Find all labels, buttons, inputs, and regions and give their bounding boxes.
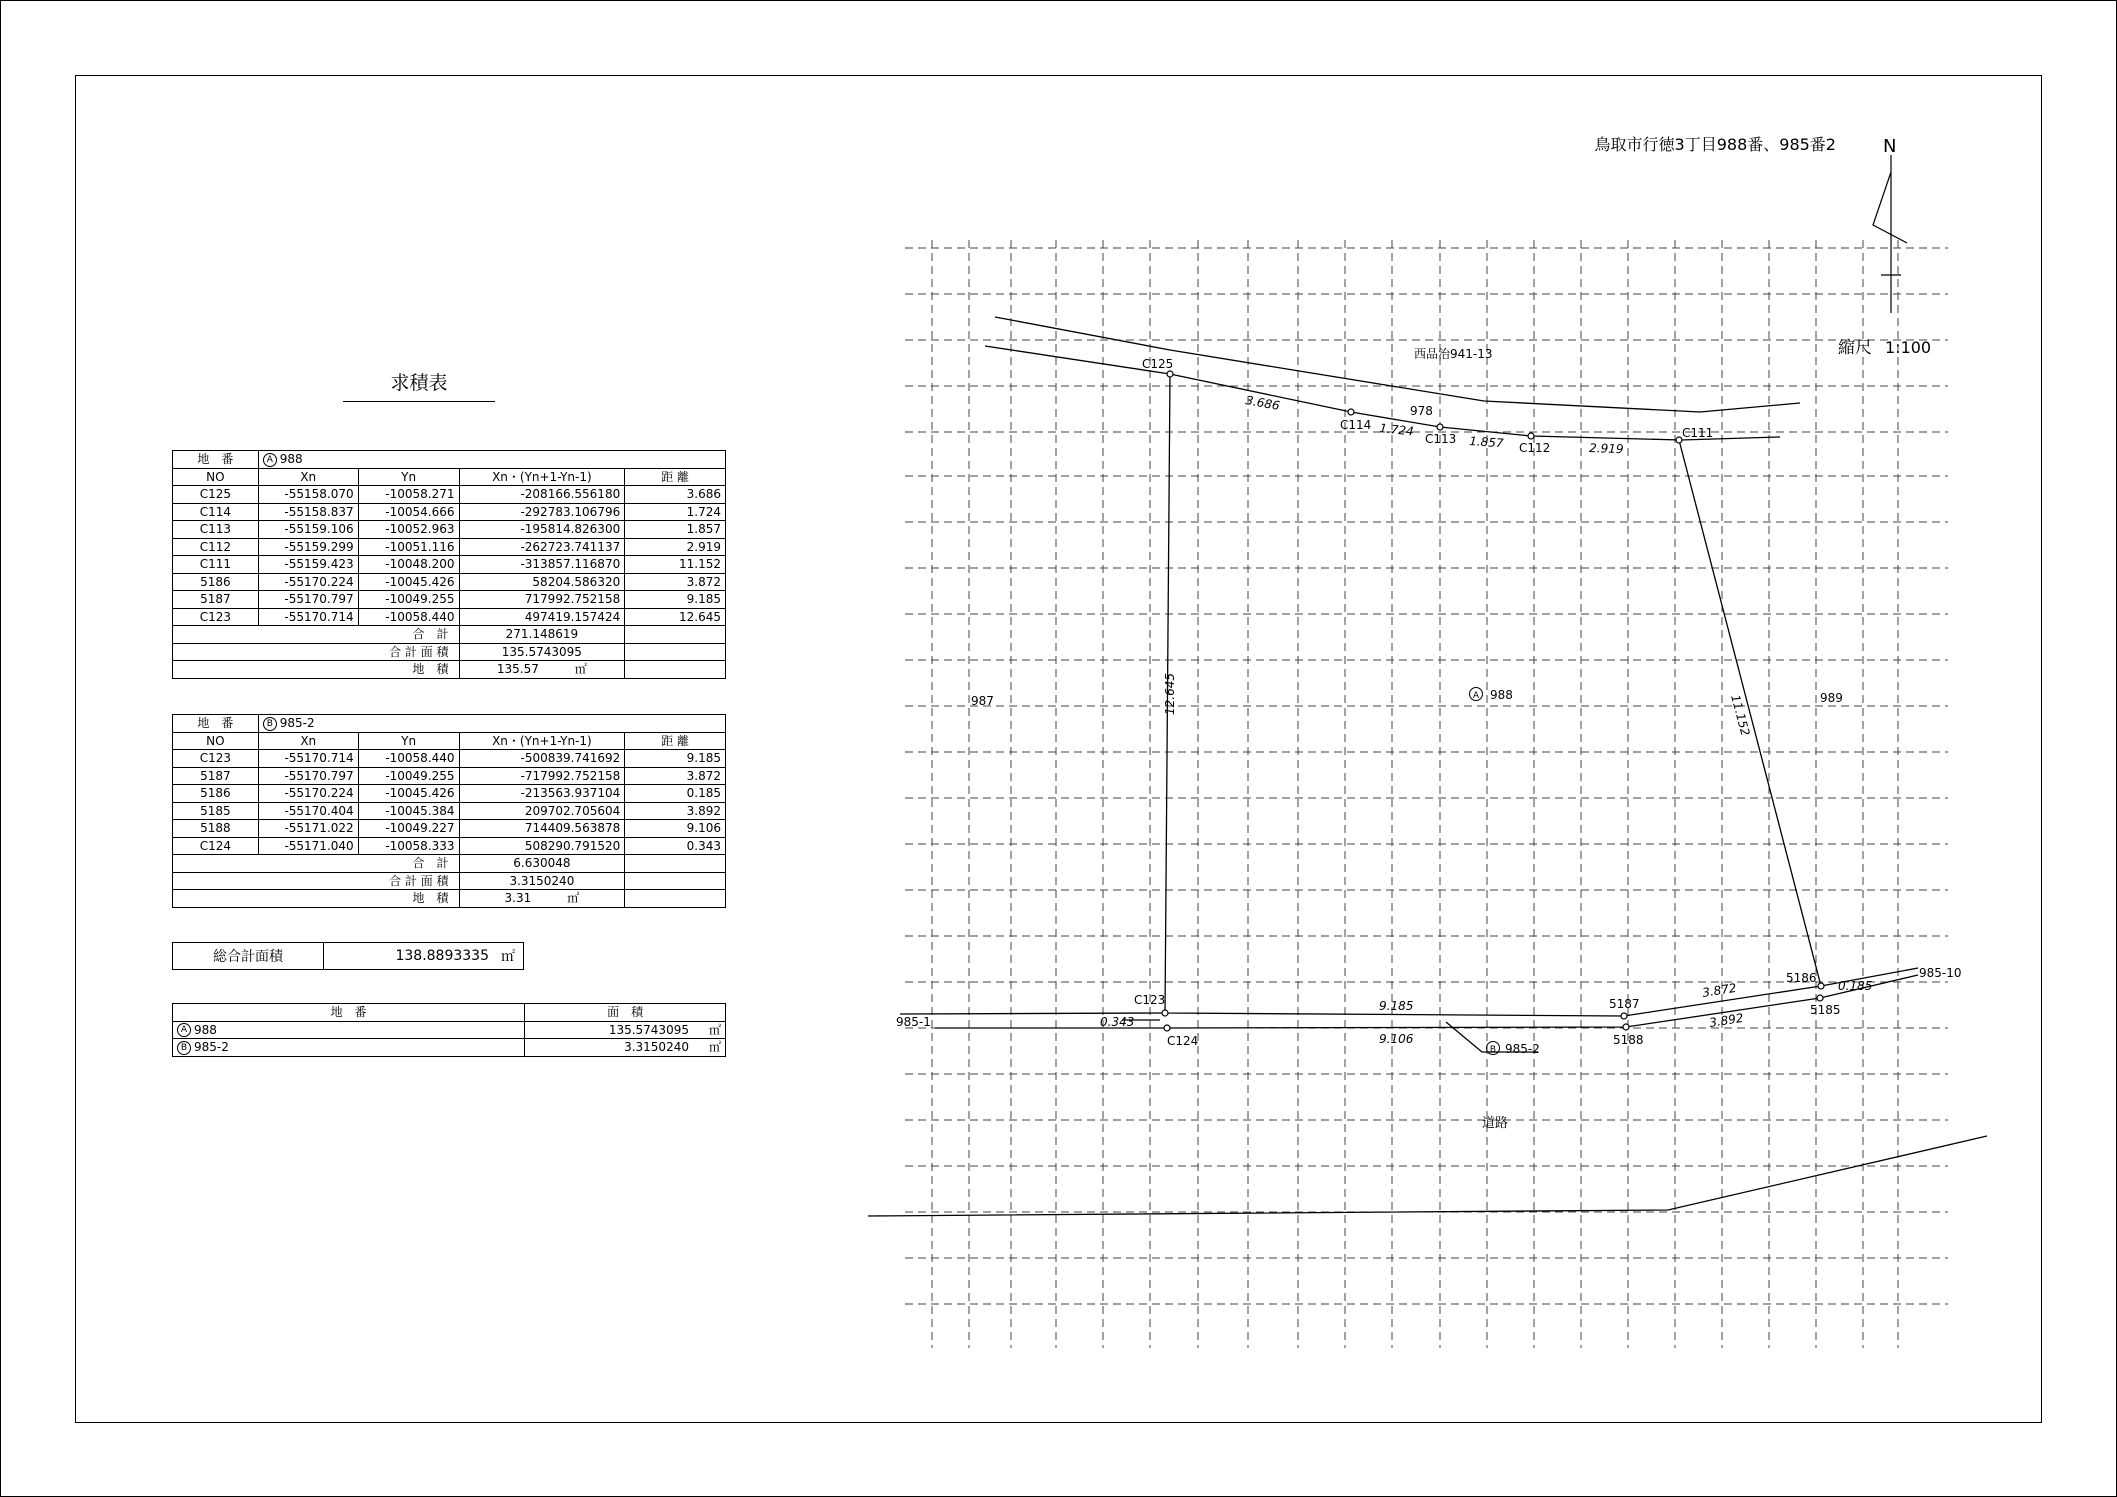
product-cell: 714409.563878 xyxy=(459,820,625,838)
parcel-no: 985-2 xyxy=(279,716,315,731)
area-unit: ㎡ xyxy=(708,1040,721,1055)
xn-cell: -55170.714 xyxy=(258,750,358,768)
point-marker-c125 xyxy=(1167,371,1173,377)
column-header: Xn・(Yn+1-Yn-1) xyxy=(459,468,625,486)
distance-cell: 1.724 xyxy=(625,503,726,521)
xn-cell: -55158.837 xyxy=(258,503,358,521)
distance-cell: 9.106 xyxy=(625,820,726,838)
distance-label: 9.185 xyxy=(1379,999,1414,1013)
yn-cell: -10049.255 xyxy=(358,591,459,609)
land-area-label: 地 積 xyxy=(173,661,460,679)
distance-cell: 9.185 xyxy=(625,591,726,609)
point-marker-5186 xyxy=(1818,983,1824,989)
distance-cell: 3.872 xyxy=(625,573,726,591)
distance-label: 0.343 xyxy=(1100,1015,1135,1029)
point-marker-5185 xyxy=(1817,995,1823,1001)
label-985-2-mark: B xyxy=(1489,1045,1497,1055)
label-989: 989 xyxy=(1820,691,1843,705)
xn-cell: -55159.423 xyxy=(258,556,358,574)
yn-cell: -10058.440 xyxy=(358,608,459,626)
column-header: Yn xyxy=(358,468,459,486)
point-marker-c113 xyxy=(1437,424,1443,430)
xn-cell: -55170.404 xyxy=(258,802,358,820)
scale-label: 縮尺 xyxy=(1838,338,1872,358)
distance-label: 1.857 xyxy=(1468,434,1505,451)
product-cell: -717992.752158 xyxy=(459,767,625,785)
xn-cell: -55159.106 xyxy=(258,521,358,539)
boundary-lines xyxy=(868,317,1987,1216)
point-no: C112 xyxy=(173,538,259,556)
area-unit: ㎡ xyxy=(567,891,580,906)
yn-cell: -10058.271 xyxy=(358,486,459,504)
column-header: Xn・(Yn+1-Yn-1) xyxy=(459,732,625,750)
point-label-c111: C111 xyxy=(1682,426,1714,440)
label-985-1: 985-1 xyxy=(896,1015,931,1029)
product-cell: -208166.556180 xyxy=(459,486,625,504)
column-header: 面 積 xyxy=(525,1004,726,1022)
xn-cell: -55158.070 xyxy=(258,486,358,504)
point-no: 5187 xyxy=(173,591,259,609)
column-header: Xn xyxy=(258,732,358,750)
yn-cell: -10049.227 xyxy=(358,820,459,838)
point-label-c125: C125 xyxy=(1142,357,1174,371)
label-nishi: 西品治941-13 xyxy=(1414,347,1493,361)
point-no: C113 xyxy=(173,521,259,539)
product-cell: -500839.741692 xyxy=(459,750,625,768)
point-label-c114: C114 xyxy=(1340,418,1372,432)
summary-area: 135.5743095 xyxy=(608,1022,689,1037)
area-unit: ㎡ xyxy=(708,1022,721,1037)
label-987: 987 xyxy=(971,694,994,708)
point-marker-c123 xyxy=(1162,1010,1168,1016)
yn-cell: -10054.666 xyxy=(358,503,459,521)
product-cell: -262723.741137 xyxy=(459,538,625,556)
point-marker-c114 xyxy=(1348,409,1354,415)
total-area-value: 135.5743095 xyxy=(459,643,625,661)
point-no: 5187 xyxy=(173,767,259,785)
sum-label: 合 計 xyxy=(173,855,460,873)
point-marker-c124 xyxy=(1164,1025,1170,1031)
grand-total-label: 総合計面積 xyxy=(173,943,324,969)
summary-area: 3.3150240 xyxy=(624,1040,689,1055)
product-cell: -213563.937104 xyxy=(459,785,625,803)
point-marker-5187 xyxy=(1621,1013,1627,1019)
distance-label: 3.872 xyxy=(1701,980,1738,1000)
column-header: Xn xyxy=(258,468,358,486)
yn-cell: -10048.200 xyxy=(358,556,459,574)
yn-cell: -10058.333 xyxy=(358,837,459,855)
point-no: C123 xyxy=(173,750,259,768)
product-cell: 497419.157424 xyxy=(459,608,625,626)
xn-cell: -55170.797 xyxy=(258,591,358,609)
point-label-c124: C124 xyxy=(1167,1034,1199,1048)
distance-cell: 12.645 xyxy=(625,608,726,626)
location-title: 鳥取市行徳3丁目988番、985番2 xyxy=(1594,135,1836,154)
yn-cell: -10045.426 xyxy=(358,785,459,803)
distance-cell: 3.892 xyxy=(625,802,726,820)
column-header: NO xyxy=(173,732,259,750)
xn-cell: -55159.299 xyxy=(258,538,358,556)
parcel-label: 地 番 xyxy=(173,715,259,733)
product-cell: 508290.791520 xyxy=(459,837,625,855)
column-header: 距 離 xyxy=(625,468,726,486)
north-arrow-icon xyxy=(1873,155,1907,313)
summary-parcel: 988 xyxy=(194,1022,217,1037)
xn-cell: -55171.022 xyxy=(258,820,358,838)
xn-cell: -55170.224 xyxy=(258,573,358,591)
distance-label: 9.106 xyxy=(1379,1032,1414,1046)
upper-boundary-line xyxy=(995,317,1800,412)
point-label-c123: C123 xyxy=(1134,993,1166,1007)
land-area-label: 地 積 xyxy=(173,890,460,908)
point-no: 5186 xyxy=(173,573,259,591)
scale-value: 1:100 xyxy=(1885,338,1932,357)
point-no: C114 xyxy=(173,503,259,521)
distance-label: 2.919 xyxy=(1588,441,1624,457)
distance-cell: 0.185 xyxy=(625,785,726,803)
land-area-value: 135.57 xyxy=(496,662,539,677)
lot-985-1-line xyxy=(900,1013,1165,1014)
point-label-5186: 5186 xyxy=(1786,971,1817,985)
north-label: N xyxy=(1883,136,1897,157)
distance-cell: 1.857 xyxy=(625,521,726,539)
parcel-mark: A xyxy=(177,1023,191,1037)
land-area-value: 3.31 xyxy=(504,891,532,906)
distance-cell: 3.872 xyxy=(625,767,726,785)
label-985-10: 985-10 xyxy=(1919,966,1962,980)
point-no: 5188 xyxy=(173,820,259,838)
total-area-value: 3.3150240 xyxy=(459,872,625,890)
distance-cell: 3.686 xyxy=(625,486,726,504)
yn-cell: -10051.116 xyxy=(358,538,459,556)
total-area-label: 合 計 面 積 xyxy=(173,872,460,890)
road-edge-line xyxy=(868,1136,1987,1216)
sum-value: 271.148619 xyxy=(459,626,625,644)
column-header: 地 番 xyxy=(173,1004,525,1022)
distance-label: 11.152 xyxy=(1728,693,1753,738)
point-marker-c112 xyxy=(1528,433,1534,439)
distance-cell: 11.152 xyxy=(625,556,726,574)
xn-cell: -55170.714 xyxy=(258,608,358,626)
point-label-c113: C113 xyxy=(1425,432,1457,446)
point-no: 5185 xyxy=(173,802,259,820)
label-988-mark: A xyxy=(1472,691,1480,701)
distance-label: 3.892 xyxy=(1708,1010,1745,1030)
point-label-c112: C112 xyxy=(1519,441,1551,455)
point-label-5187: 5187 xyxy=(1609,997,1640,1011)
distance-cell: 2.919 xyxy=(625,538,726,556)
grand-total-value: 138.8893335 xyxy=(395,948,489,964)
distance-labels xyxy=(1100,393,1872,1046)
yn-cell: -10049.255 xyxy=(358,767,459,785)
distance-label: 3.686 xyxy=(1244,393,1281,413)
parcel-mark: B xyxy=(263,717,277,731)
point-marker-5188 xyxy=(1623,1024,1629,1030)
point-no: 5186 xyxy=(173,785,259,803)
column-header: NO xyxy=(173,468,259,486)
parcel-mark: B xyxy=(177,1041,191,1055)
xn-cell: -55170.797 xyxy=(258,767,358,785)
label-985-2: 985-2 xyxy=(1505,1042,1540,1056)
sum-value: 6.630048 xyxy=(459,855,625,873)
parcel-label: 地 番 xyxy=(173,451,259,469)
yn-cell: -10045.426 xyxy=(358,573,459,591)
point-label-5185: 5185 xyxy=(1810,1003,1841,1017)
distance-cell: 9.185 xyxy=(625,750,726,768)
distance-label: 0.185 xyxy=(1838,979,1873,993)
parcel-mark: A xyxy=(263,453,277,467)
distance-label: 12.645 xyxy=(1163,673,1177,715)
label-988: 988 xyxy=(1490,688,1513,702)
point-label-5188: 5188 xyxy=(1613,1033,1644,1047)
product-cell: 209702.705604 xyxy=(459,802,625,820)
yn-cell: -10052.963 xyxy=(358,521,459,539)
calc-title-text: 求積表 xyxy=(390,372,448,394)
point-no: C124 xyxy=(173,837,259,855)
area-unit: ㎡ xyxy=(574,662,587,677)
xn-cell: -55171.040 xyxy=(258,837,358,855)
yn-cell: -10045.384 xyxy=(358,802,459,820)
column-header: Yn xyxy=(358,732,459,750)
parcel-no: 988 xyxy=(279,452,303,467)
product-cell: 717992.752158 xyxy=(459,591,625,609)
product-cell: -195814.826300 xyxy=(459,521,625,539)
distance-cell: 0.343 xyxy=(625,837,726,855)
yn-cell: -10058.440 xyxy=(358,750,459,768)
point-no: C111 xyxy=(173,556,259,574)
product-cell: -313857.116870 xyxy=(459,556,625,574)
distance-label: 1.724 xyxy=(1378,421,1415,439)
label-978: 978 xyxy=(1410,404,1433,418)
summary-parcel: 985-2 xyxy=(194,1040,229,1055)
point-no: C123 xyxy=(173,608,259,626)
total-area-label: 合 計 面 積 xyxy=(173,643,460,661)
grand-total-unit: ㎡ xyxy=(501,949,515,965)
label-road: 道路 xyxy=(1482,1116,1509,1131)
column-header: 距 離 xyxy=(625,732,726,750)
product-cell: -292783.106796 xyxy=(459,503,625,521)
sum-label: 合 計 xyxy=(173,626,460,644)
xn-cell: -55170.224 xyxy=(258,785,358,803)
point-no: C125 xyxy=(173,486,259,504)
product-cell: 58204.586320 xyxy=(459,573,625,591)
